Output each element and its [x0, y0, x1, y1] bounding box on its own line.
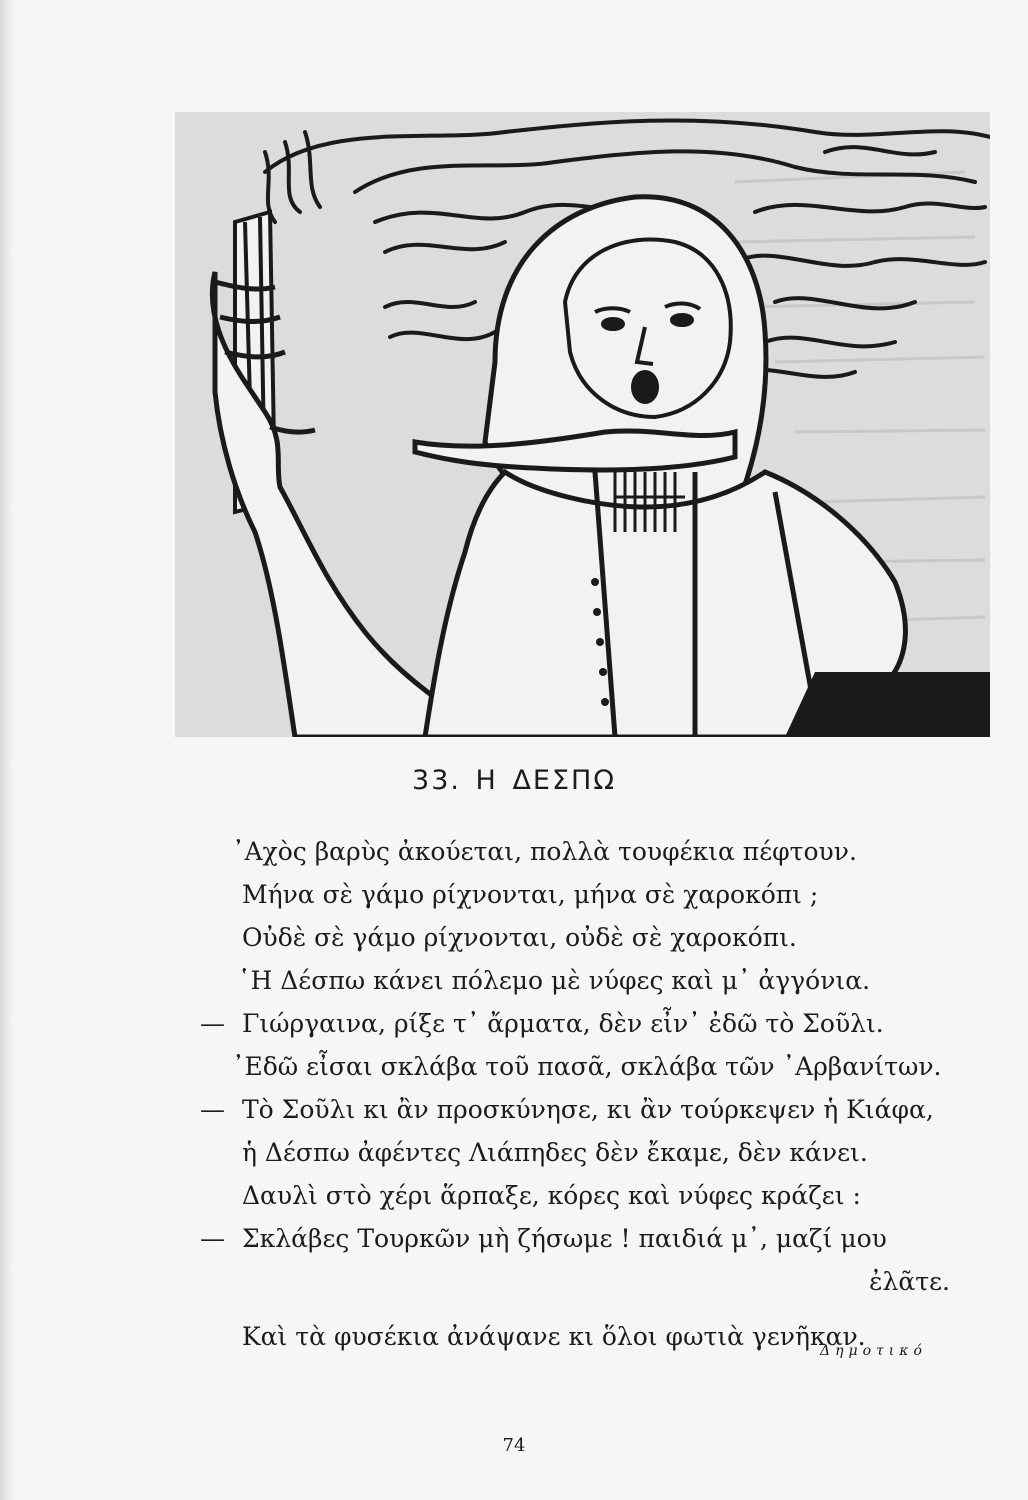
verse-text: Σκλάβες Τουρκῶν μὴ ζήσωμε ! παιδιά μ᾿, μαζί μου: [242, 1224, 887, 1253]
verse-line: [200, 959, 980, 1002]
verse-line: [200, 1174, 980, 1217]
verse-line: [200, 1260, 980, 1303]
verse-text: ᾿Αχὸς βαρὺς ἀκούεται, πολλὰ τουφέκια πέφτουν.: [232, 837, 857, 866]
verse-text: Δαυλὶ στὸ χέρι ἅρπαξε, κόρες καὶ νύφες κράζει :: [242, 1181, 861, 1210]
dialogue-dash: —: [200, 1009, 225, 1038]
poem-title: 33. Η ΔΕΣΠΩ: [412, 765, 616, 796]
dialogue-dash: —: [200, 1095, 225, 1124]
verse-text: ᾿Εδῶ εἶσαι σκλάβα τοῦ πασᾶ, σκλάβα τῶν ᾿Αρβανίτων.: [232, 1052, 942, 1081]
verse-line: [200, 1131, 980, 1174]
scan-edge-shadow: [0, 0, 14, 1500]
verse-line: [200, 1045, 980, 1088]
page-number: 74: [502, 1435, 526, 1456]
verse-line: [200, 1217, 980, 1260]
verse-text: Οὐδὲ σὲ γάμο ρίχνονται, οὐδὲ σὲ χαροκόπι.: [242, 923, 797, 952]
verse-text: ῾Η Δέσπω κάνει πόλεμο μὲ νύφες καὶ μ᾿ ἀγγόνια.: [238, 966, 871, 995]
verse-text: Μήνα σὲ γάμο ρίχνονται, μήνα σὲ χαροκόπι ;: [242, 880, 819, 909]
poem-body: [200, 830, 980, 1358]
woman-with-torch-illustration: [175, 112, 990, 737]
verse-line: [200, 1088, 980, 1131]
verse-line: [200, 830, 980, 873]
verse-text: ἡ Δέσπω ἀφέντες Λιάπηδες δὲν ἔκαμε, δὲν κάνει.: [242, 1138, 868, 1167]
verse-text: Καὶ τὰ φυσέκια ἀνάψανε κι ὅλοι φωτιὰ γενῆκαν.: [242, 1322, 866, 1351]
poem-source: Δημοτικό: [820, 1343, 927, 1359]
verse-line: [200, 1002, 980, 1045]
verse-line: [200, 916, 980, 959]
dialogue-dash: —: [200, 1224, 225, 1253]
verse-line: [200, 873, 980, 916]
verse-text: Τὸ Σοῦλι κι ἂν προσκύνησε, κι ἂν τούρκεψεν ἡ Κιάφα,: [242, 1095, 934, 1124]
verse-text: Γιώργαινα, ρίξε τ᾿ ἄρματα, δὲν εἶν᾿ ἐδῶ τὸ Σοῦλι.: [242, 1009, 884, 1038]
verse-continuation: ἐλᾶτε.: [869, 1267, 950, 1296]
